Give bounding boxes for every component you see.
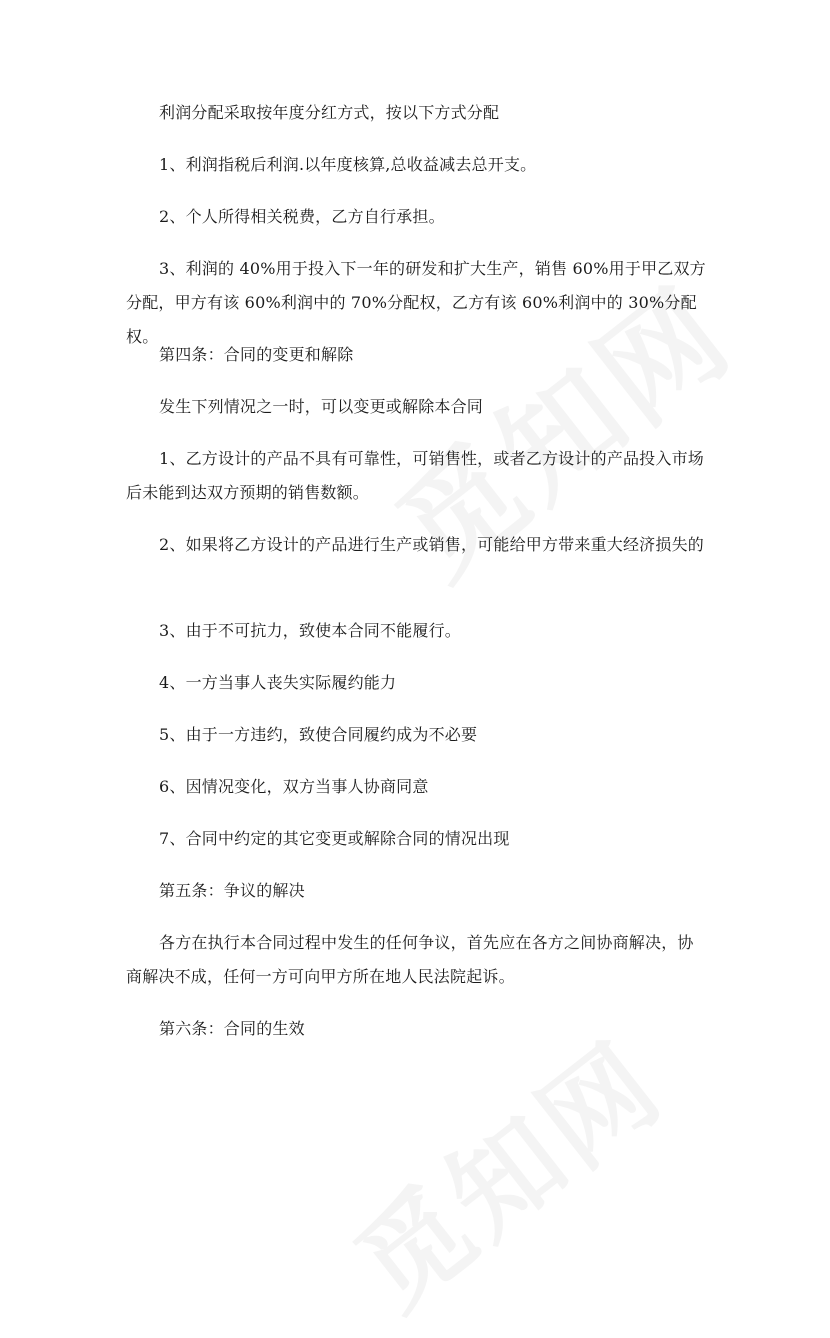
section-heading: 第六条：合同的生效 [159, 1019, 305, 1038]
paragraph-item: 各方在执行本合同过程中发生的任何争议，首先应在各方之间协商解决，协商解决不成，任何一方可向甲方所在地人民法院起诉。 [126, 933, 694, 986]
paragraph-item: 3、由于不可抗力，致使本合同不能履行。 [159, 621, 461, 640]
section-heading: 第五条：争议的解决 [159, 881, 305, 900]
paragraph-item: 4、一方当事人丧失实际履约能力 [159, 673, 397, 692]
paragraph-profit-distribution: 利润分配采取按年度分红方式，按以下方式分配 [159, 103, 500, 122]
paragraph-item: 2、个人所得相关税费，乙方自行承担。 [159, 207, 445, 226]
watermark [318, 1000, 690, 1338]
paragraph-item: 2、如果将乙方设计的产品进行生产或销售，可能给甲方带来重大经济损失的 [159, 535, 704, 554]
paragraph-intro: 发生下列情况之一时，可以变更或解除本合同 [159, 397, 484, 416]
paragraph-item: 5、由于一方违约，致使合同履约成为不必要 [159, 725, 478, 744]
paragraph-item: 1、乙方设计的产品不具有可靠性，可销售性，或者乙方设计的产品投入市场后未能到达双方预期的销售数额。 [126, 449, 704, 502]
paragraph-item: 3、利润的 40%用于投入下一年的研发和扩大生产，销售 60%用于甲乙双方分配，甲方有该 60%利润中的 70%分配权，乙方有该 60%利润中的 30%分配权。 [126, 259, 706, 346]
section-heading: 第四条：合同的变更和解除 [159, 345, 354, 364]
paragraph-item: 6、因情况变化，双方当事人协商同意 [159, 777, 429, 796]
paragraph-item: 1、利润指税后利润.以年度核算,总收益减去总开支。 [159, 155, 537, 174]
paragraph-item: 7、合同中约定的其它变更或解除合同的情况出现 [159, 829, 510, 848]
